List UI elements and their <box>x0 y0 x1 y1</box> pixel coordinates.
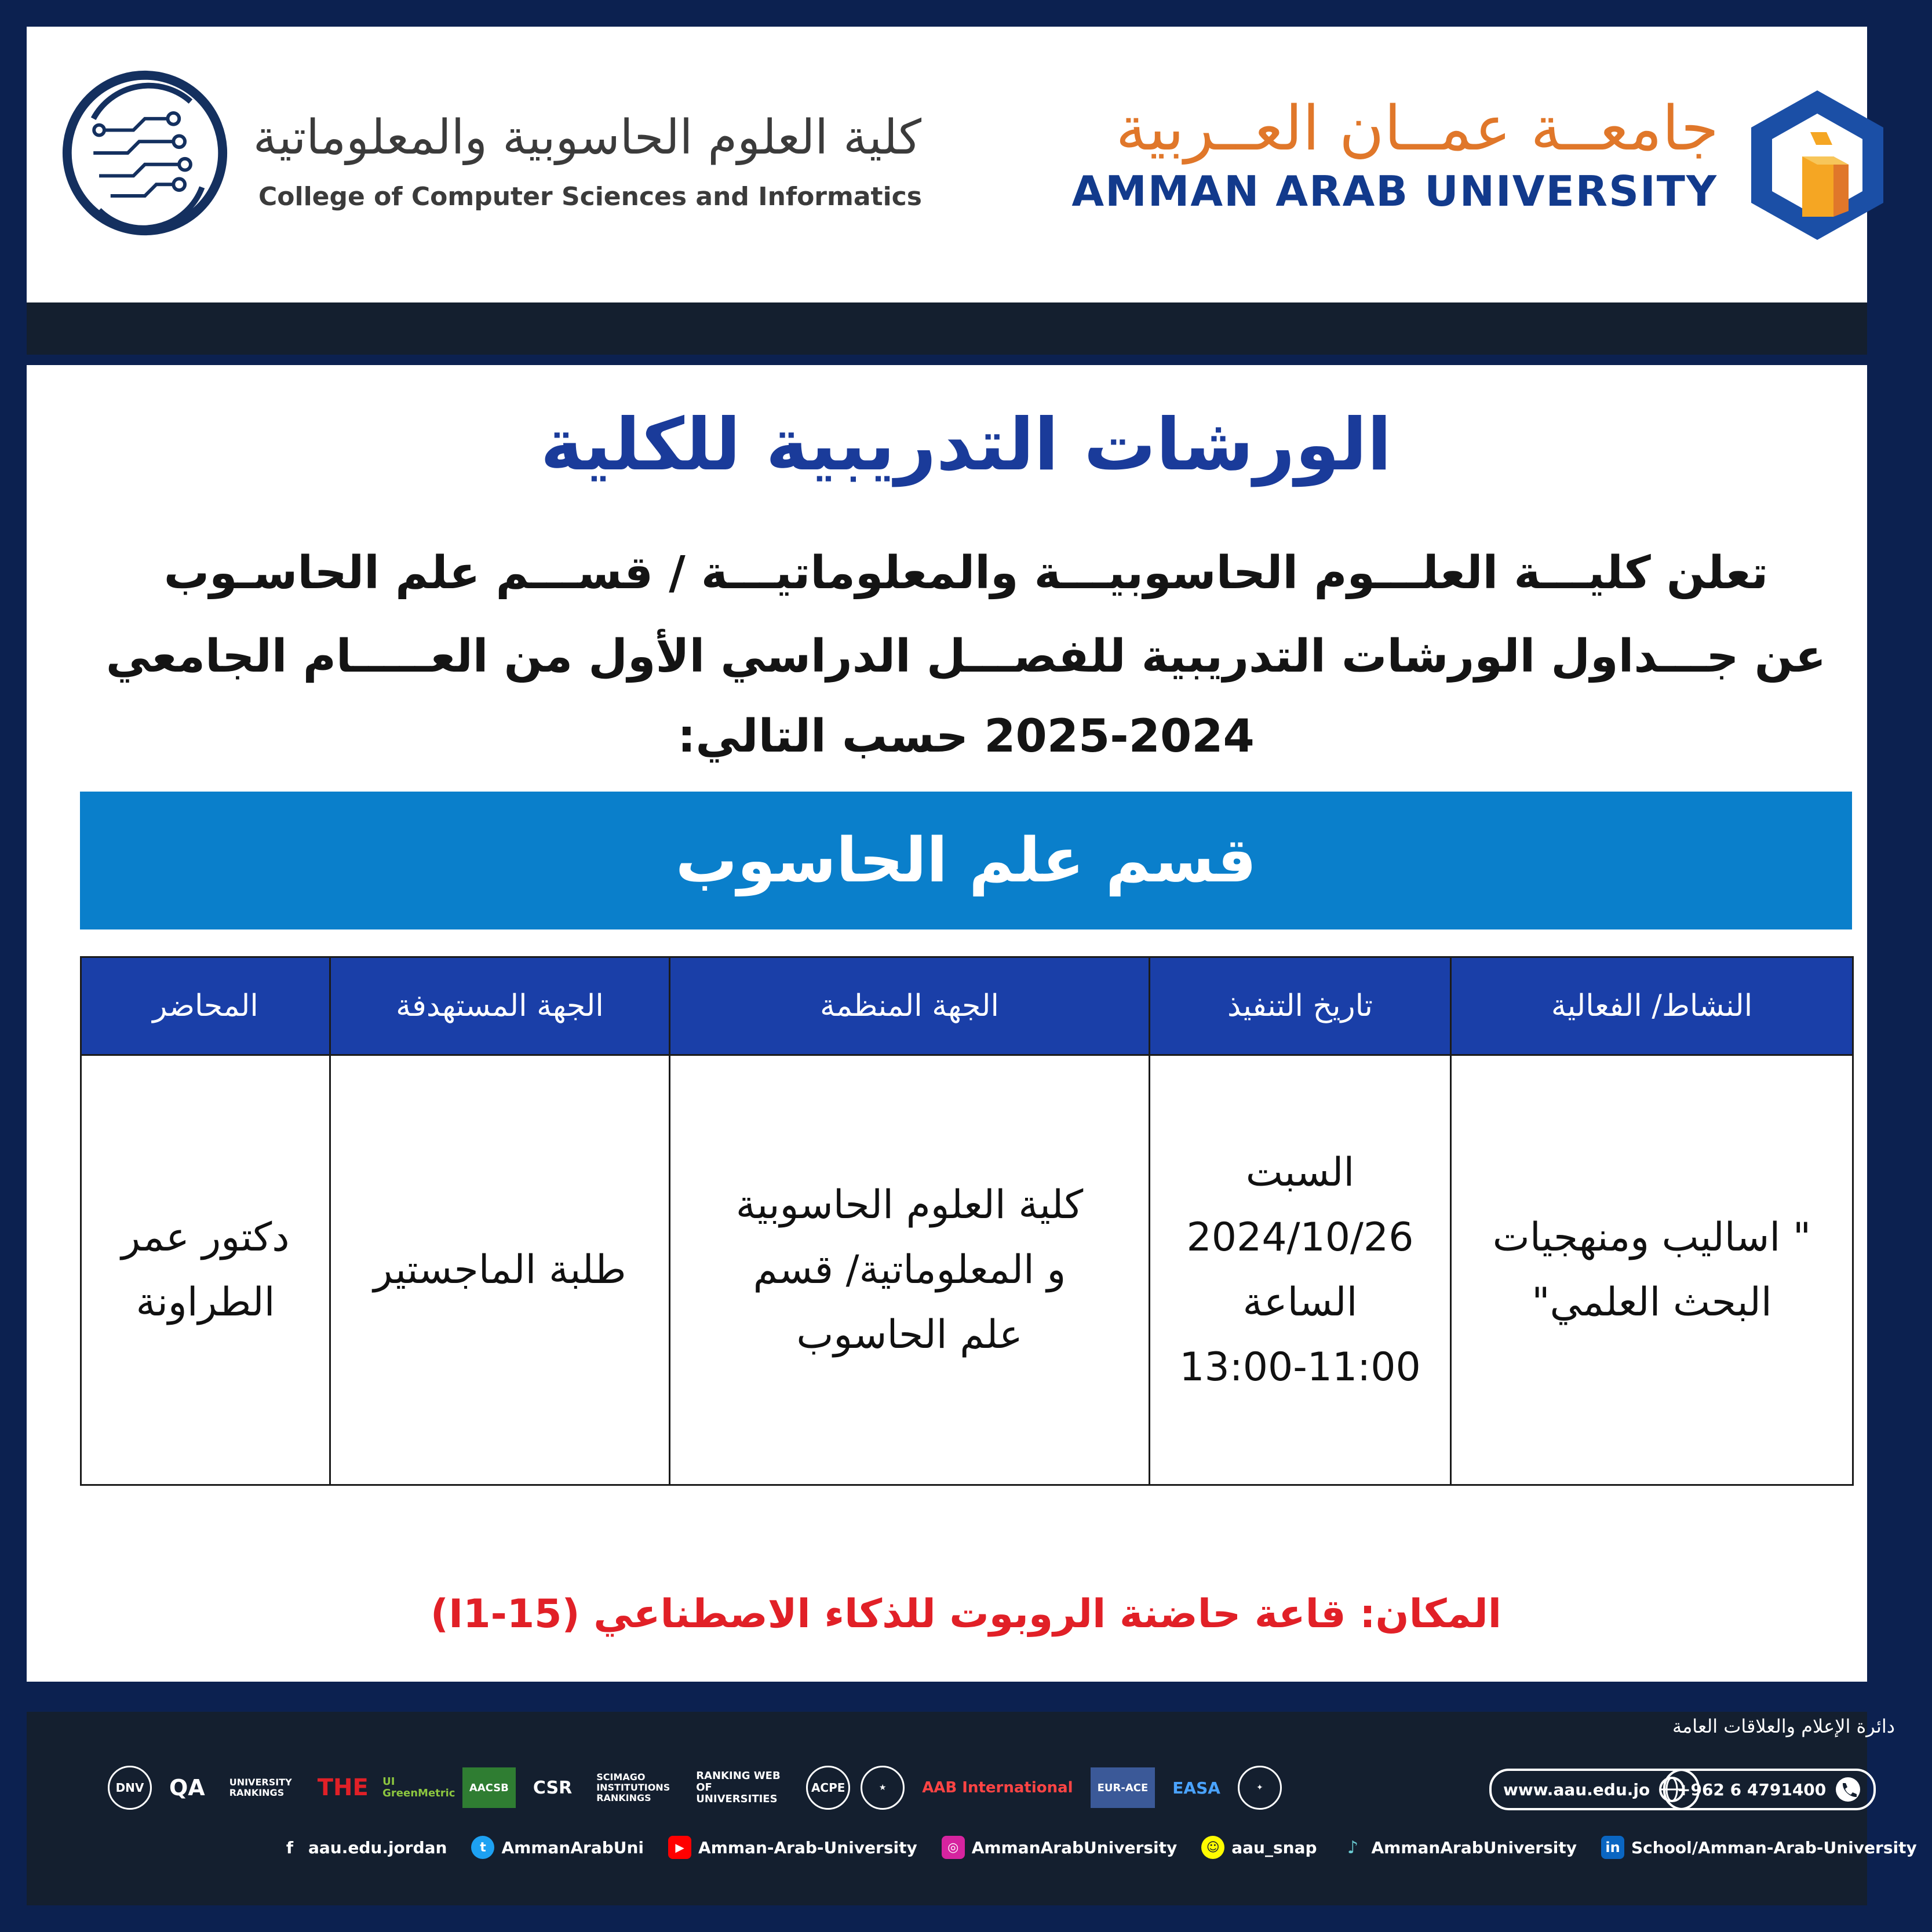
instagram-icon: ◎ <box>942 1836 965 1859</box>
header-divider-bar <box>27 302 1867 355</box>
facebook-icon: f <box>286 1838 294 1857</box>
accreditation-seal-icon: ★ <box>861 1766 905 1810</box>
workshop-schedule-table <box>80 956 1854 1486</box>
social-label: School/Amman-Arab-University <box>1631 1838 1917 1857</box>
social-instagram[interactable] <box>942 1836 1177 1859</box>
webometrics-badge-icon: RANKING WEB OF UNIVERSITIES <box>696 1770 781 1805</box>
accreditation-in-progress-icon: ✦ <box>1238 1766 1282 1810</box>
the-rankings-badge-icon: THE <box>317 1774 369 1801</box>
header-date: تاريخ التنفيذ <box>1150 957 1451 1055</box>
greenmetric-badge-icon: UI GreenMetric <box>382 1776 455 1799</box>
phone-icon <box>1834 1776 1862 1803</box>
phone-label: +962 6 4791400 <box>1677 1780 1827 1799</box>
qa-badge-icon: QA <box>169 1775 205 1800</box>
intro-line-1: تعلن كليـــة العلـــوم الحاسوبيـــة والمعلوماتيـــة / قســـم علم الحاسـوب <box>163 547 1769 599</box>
header-lecturer: المحاضر <box>81 957 330 1055</box>
dnv-badge-icon: DNV <box>108 1766 152 1810</box>
header-activity: النشاط/ الفعالية <box>1451 957 1853 1055</box>
cell-organizer: كلية العلوم الحاسوبية و المعلوماتية/ قسم علم الحاسوب <box>670 1055 1150 1485</box>
header-target-audience: الجهة المستهدفة <box>330 957 670 1055</box>
college-circuit-logo-icon <box>59 67 231 239</box>
social-label: AmmanArabUni <box>501 1838 644 1857</box>
university-logo-icon <box>1747 87 1888 243</box>
header-organizer: الجهة المنظمة <box>670 957 1150 1055</box>
media-department-label: دائرة الإعلام والعلاقات العامة <box>1672 1715 1895 1737</box>
tiktok-icon: ♪ <box>1347 1837 1359 1858</box>
phone-link[interactable] <box>1663 1769 1876 1810</box>
acpe-badge-icon: ACPE <box>806 1766 850 1810</box>
social-tiktok[interactable] <box>1342 1836 1577 1859</box>
table-row <box>81 1055 1853 1485</box>
department-banner <box>80 792 1852 929</box>
page-title: الورشات التدريبية للكلية <box>540 403 1392 487</box>
linkedin-icon: in <box>1601 1836 1624 1859</box>
cell-lecturer: دكتور عمر الطراونة <box>81 1055 330 1485</box>
aacsb-badge-icon: AACSB <box>462 1767 516 1808</box>
college-name-ar: كلية العلوم الحاسوبية والمعلوماتية <box>253 110 921 165</box>
social-linkedin[interactable] <box>1601 1836 1917 1859</box>
social-label: AmmanArabUniversity <box>971 1838 1178 1857</box>
youtube-icon: ▶ <box>668 1836 691 1859</box>
csr-badge-icon: CSR <box>533 1777 573 1798</box>
snapchat-icon: ☺ <box>1201 1836 1224 1859</box>
university-name-ar: جامعــة عمــان العــربية <box>1116 93 1719 164</box>
qs-rankings-badge-icon: UNIVERSITY RANKINGS <box>229 1777 292 1798</box>
social-label: AmmanArabUniversity <box>1371 1838 1577 1857</box>
website-label: www.aau.edu.jo <box>1503 1780 1650 1799</box>
accreditation-badges <box>108 1762 1282 1814</box>
department-banner-label: قسم علم الحاسوب <box>675 825 1257 896</box>
intro-line-2: عن جـــداول الورشات التدريبية للفصـــل الدراسي الأول من العـــــام الجامعي <box>105 630 1827 683</box>
intro-line-3: 2025-2024 حسب التالي: <box>677 710 1255 763</box>
cell-target-audience: طلبة الماجستير <box>330 1055 670 1485</box>
social-links <box>278 1836 1917 1859</box>
university-name-en: AMMAN ARAB UNIVERSITY <box>1071 167 1718 216</box>
table-header-row <box>81 957 1853 1055</box>
social-label: Amman-Arab-University <box>698 1838 917 1857</box>
cell-activity: " اساليب ومنهجيات البحث العلمي" <box>1451 1055 1853 1485</box>
easa-badge-icon: EASA <box>1172 1778 1220 1798</box>
social-label: aau.edu.jordan <box>308 1838 447 1857</box>
social-youtube[interactable] <box>668 1836 917 1859</box>
social-label: aau_snap <box>1231 1838 1317 1857</box>
social-twitter[interactable] <box>471 1836 644 1859</box>
aab-international-badge-icon: AAB International <box>922 1779 1073 1796</box>
college-name-en: College of Computer Sciences and Informatics <box>258 182 922 212</box>
eur-ace-badge-icon: EUR-ACE <box>1091 1767 1155 1808</box>
social-snapchat[interactable] <box>1201 1836 1317 1859</box>
cell-date: السبت 2024/10/26 الساعة 13:00-11:00 <box>1150 1055 1451 1485</box>
location-text: المكان: قاعة حاضنة الروبوت للذكاء الاصطناعي (15-I1) <box>430 1591 1502 1637</box>
scimago-badge-icon: SCIMAGO INSTITUTIONS RANKINGS <box>596 1771 670 1803</box>
social-facebook[interactable] <box>278 1836 447 1859</box>
twitter-icon: t <box>471 1836 494 1859</box>
